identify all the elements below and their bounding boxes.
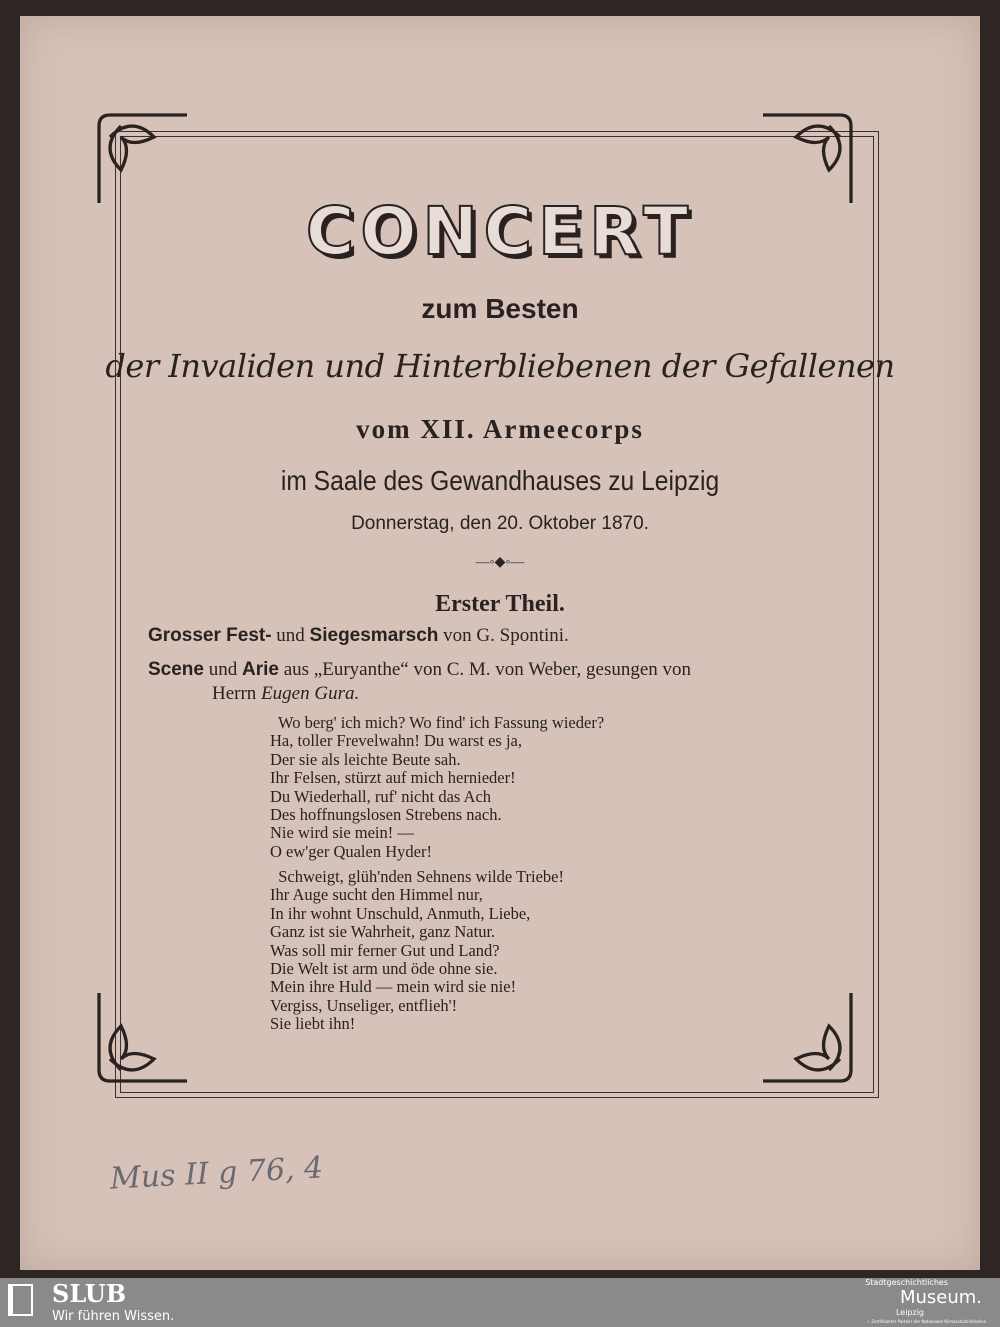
part-heading: Erster Theil. bbox=[435, 591, 565, 617]
museum-name[interactable]: Museum. bbox=[899, 1287, 982, 1308]
subtitle-fraktur: der Invaliden und Hinterbliebenen der Gefallenen bbox=[105, 347, 895, 385]
museum-city: Leipzig bbox=[895, 1308, 924, 1317]
program-item: Grosser Fest- und Siegesmarsch von G. Spontini. bbox=[148, 625, 569, 646]
program-item: Scene und Arie aus „Euryanthe“ von C. M. von Weber, gesungen von Herrn Eugen Gura. bbox=[148, 659, 692, 704]
poem-stanza: Wo berg' ich mich? Wo find' ich Fassung wieder? Ha, toller Frevelwahn! Du warst es ja, Der sie als leichte Beute sah. Ihr Felsen, stürzt auf mich hernieder! Du Wiederhall, ruf' nicht das Ach Des hoffnungslosen Strebens nach. Nie wird sie mein! — O ew'ger Qualen Hyder! bbox=[270, 713, 605, 861]
poem-stanza: Schweigt, glüh'nden Sehnens wilde Triebe! Ihr Auge sucht den Himmel nur, In ihr wohnt Unschuld, Anmuth, Liebe, Ganz ist sie Wahrheit, ganz Natur. Was soll mir ferner Gut und Land? Die Welt ist arm und öde ohne sie. Mein ihre Huld — mein wird sie nie! Vergiss, Unseliger, entflieh'! Sie liebt ihn! bbox=[270, 867, 564, 1034]
date: Donnerstag, den 20. Oktober 1870. bbox=[351, 513, 649, 534]
subtitle-corps: vom XII. Armeecorps bbox=[356, 414, 644, 444]
document-page bbox=[20, 16, 980, 1270]
handwritten-shelfmark: Mus II g 76, 4 bbox=[109, 1150, 325, 1197]
slub-brand[interactable]: SLUB bbox=[52, 1279, 127, 1308]
corner-ornament-icon bbox=[752, 982, 862, 1092]
divider: —◦◆◦— bbox=[475, 555, 525, 570]
concert-title: CONCERT bbox=[305, 193, 695, 270]
museum-top: Stadtgeschichtliches bbox=[865, 1278, 948, 1287]
museum-note: ✓ Zertifizierter Partner der Nationalen Klimaschutzinitiative bbox=[866, 1319, 986, 1324]
venue: im Saale des Gewandhauses zu Leipzig bbox=[280, 465, 720, 496]
slub-logo-icon bbox=[8, 1284, 33, 1316]
corner-ornament-icon bbox=[88, 982, 198, 1092]
subtitle: zum Besten bbox=[421, 293, 579, 324]
footer-bar bbox=[0, 1278, 1000, 1327]
slub-slogan: Wir führen Wissen. bbox=[52, 1309, 175, 1324]
